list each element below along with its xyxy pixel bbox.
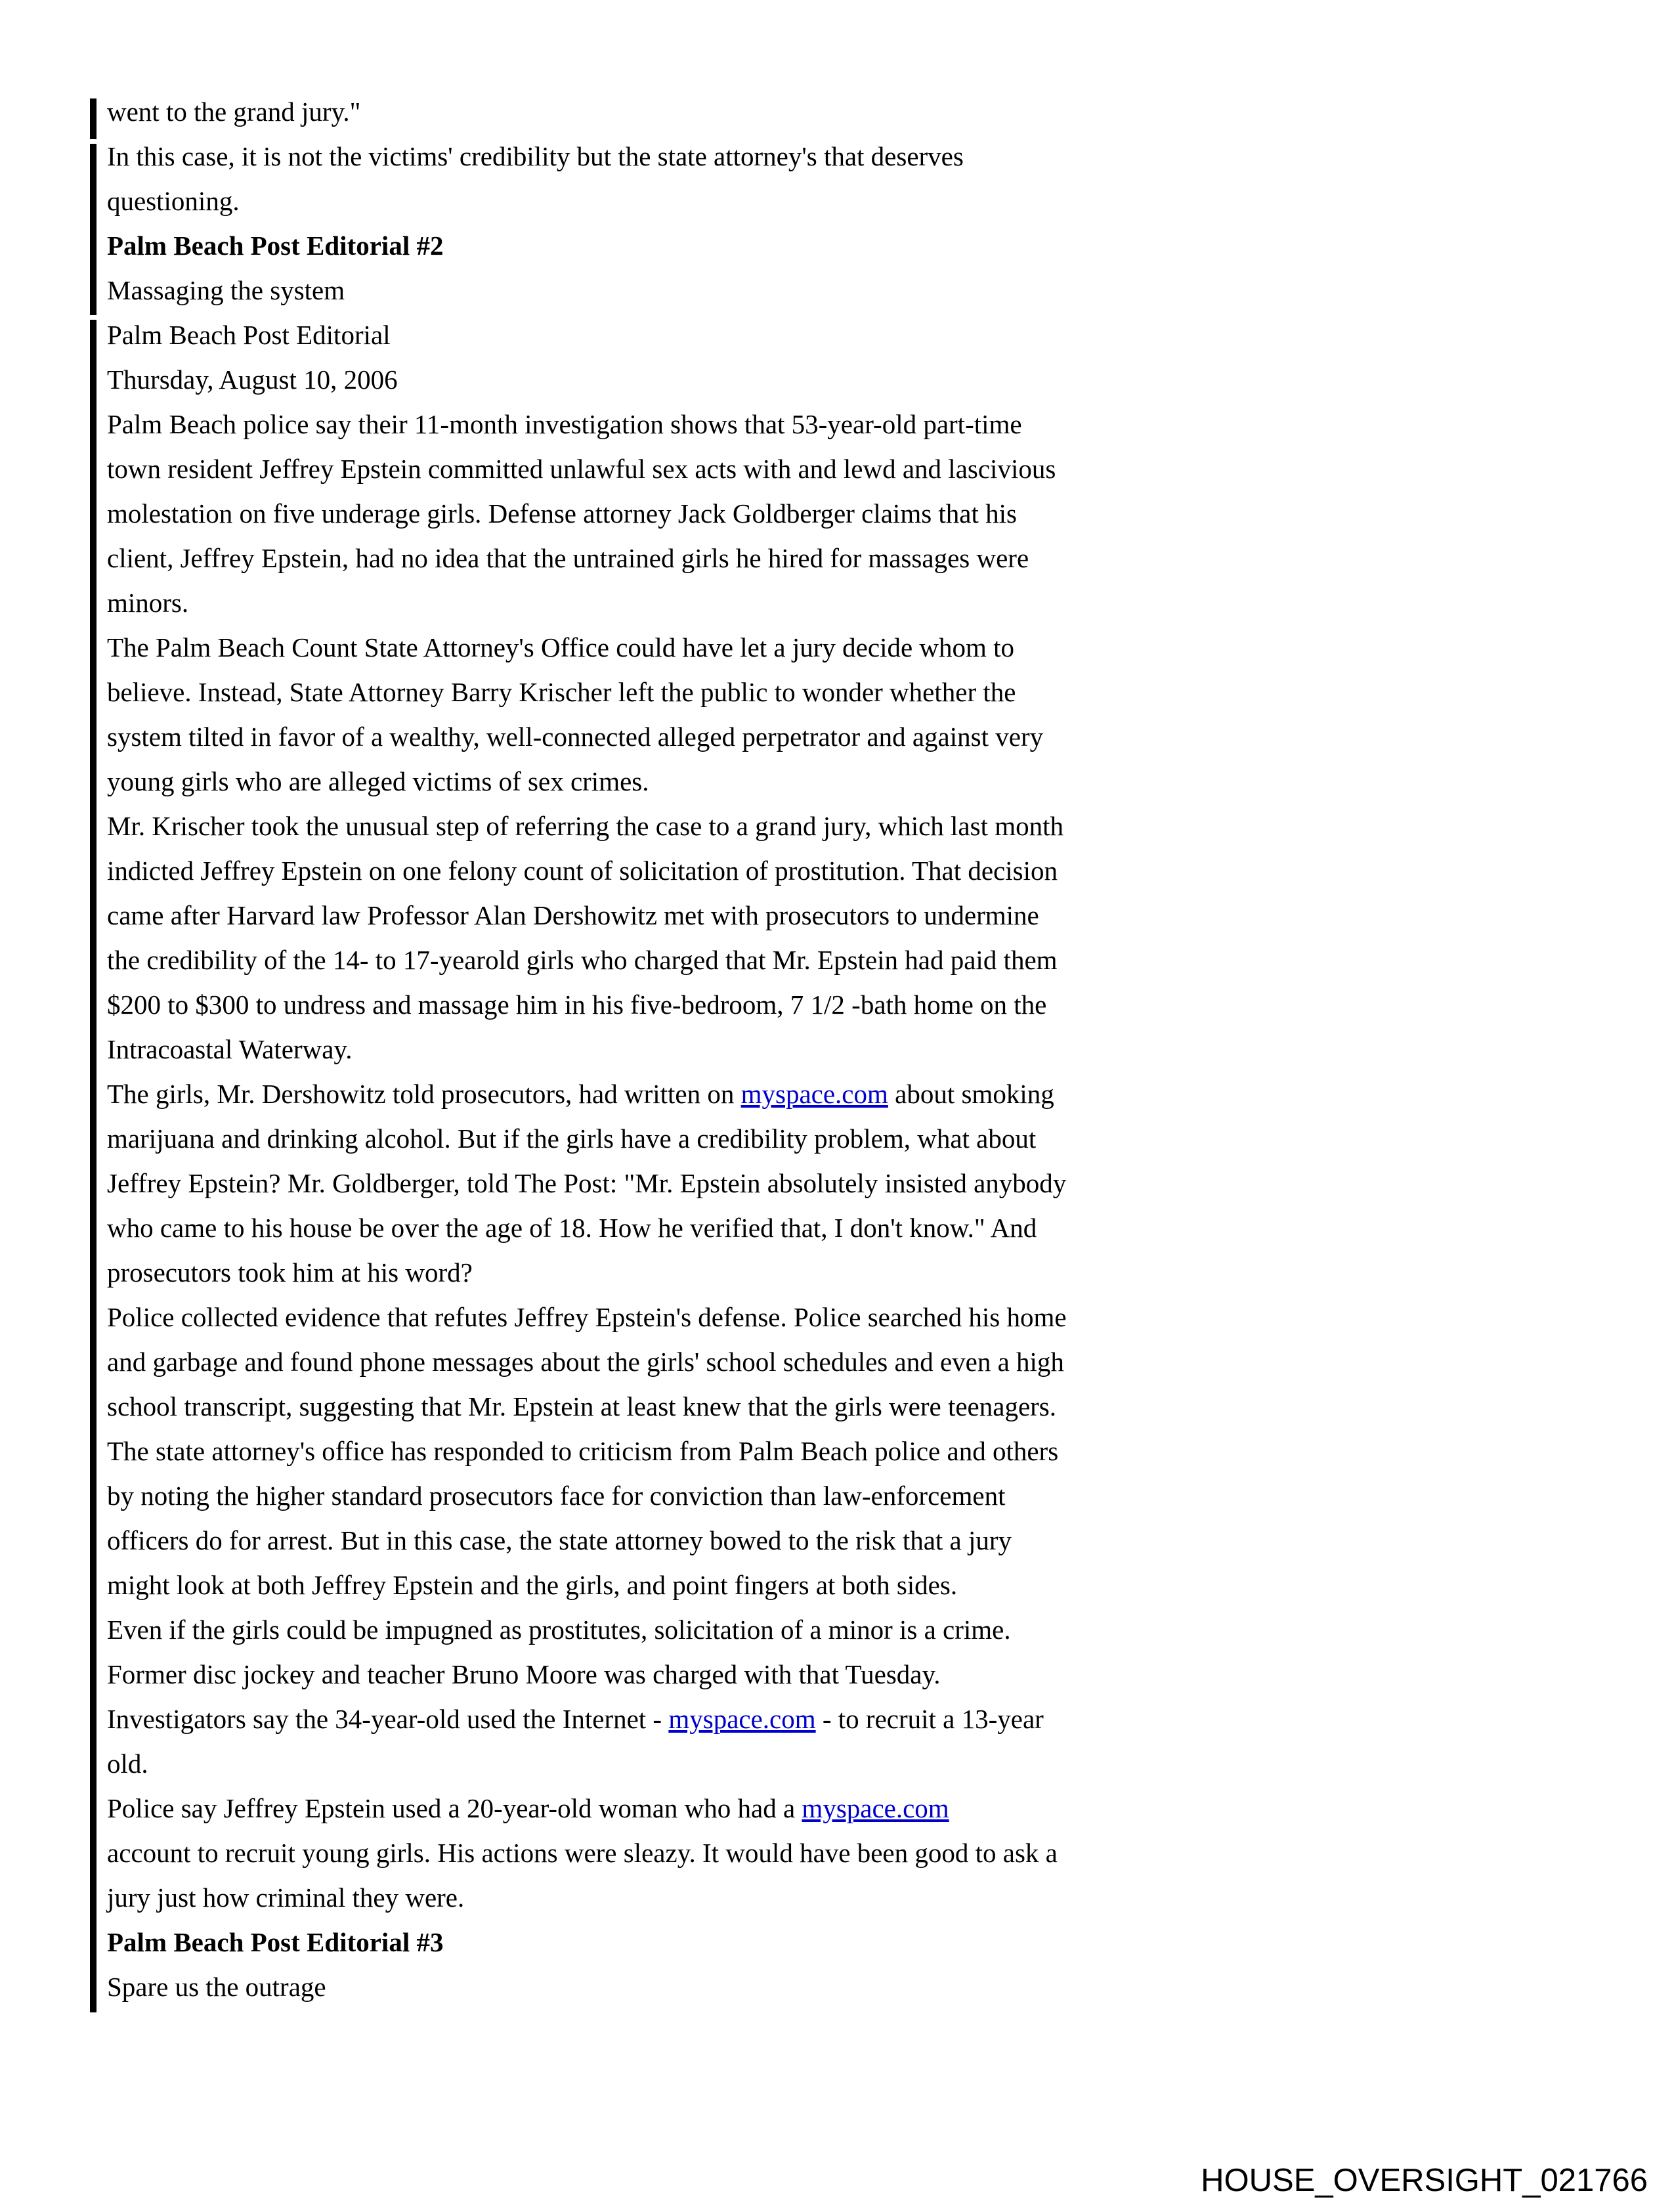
text-line	[107, 179, 1144, 223]
text-line	[107, 848, 1144, 893]
text-run: system tilted in favor of a wealthy, well-connected alleged perpetrator and against very	[107, 722, 1044, 752]
text-line	[107, 580, 1144, 625]
text-line	[107, 1473, 1144, 1518]
text-line	[107, 759, 1144, 804]
text-line	[107, 491, 1144, 536]
text-run: by noting the higher standard prosecutors face for conviction than law-enforcement	[107, 1481, 1006, 1511]
text-run: The Palm Beach Count State Attorney's Office could have let a jury decide whom to	[107, 632, 1015, 662]
text-run: Even if the girls could be impugned as prostitutes, solicitation of a minor is a crime.	[107, 1615, 1011, 1645]
text-run: school transcript, suggesting that Mr. Epstein at least knew that the girls were teenagers.	[107, 1391, 1057, 1421]
bates-stamp: HOUSE_OVERSIGHT_021766	[1201, 2163, 1648, 2198]
text-run: prosecutors took him at his word?	[107, 1257, 473, 1288]
text-run: officers do for arrest. But in this case, the state attorney bowed to the risk that a jury	[107, 1525, 1012, 1555]
text-line	[107, 402, 1144, 446]
text-line	[107, 1205, 1144, 1250]
text-line	[107, 1875, 1144, 1920]
text-run: the credibility of the 14- to 17-yearold girls who charged that Mr. Epstein had paid them	[107, 945, 1058, 975]
text-run: minors.	[107, 588, 189, 618]
text-run: Palm Beach Post Editorial #2	[107, 230, 444, 261]
text-run: - to recruit a 13-year	[815, 1704, 1044, 1734]
text-line	[107, 89, 1144, 134]
text-line	[107, 1429, 1144, 1473]
text-run: Palm Beach police say their 11-month investigation shows that 53-year-old part-time	[107, 409, 1022, 439]
text-line	[107, 1116, 1144, 1161]
text-run: Thursday, August 10, 2006	[107, 364, 398, 395]
text-run: questioning.	[107, 186, 240, 216]
text-run: Police collected evidence that refutes Jeffrey Epstein's defense. Police searched his home	[107, 1302, 1067, 1332]
text-run: account to recruit young girls. His actions were sleazy. It would have been good to ask a	[107, 1838, 1058, 1868]
text-line	[107, 268, 1144, 313]
text-line	[107, 1295, 1144, 1339]
text-run: Palm Beach Post Editorial	[107, 320, 391, 350]
text-line	[107, 446, 1144, 491]
text-run: $200 to $300 to undress and massage him in his five-bedroom, 7 1/2 -bath home on the	[107, 989, 1047, 1020]
text-run: Mr. Krischer took the unusual step of referring the case to a grand jury, which last month	[107, 811, 1064, 841]
document-text	[107, 89, 1144, 2009]
text-line	[107, 893, 1144, 938]
text-line	[107, 1697, 1144, 1741]
text-run: Former disc jockey and teacher Bruno Moore was charged with that Tuesday.	[107, 1659, 941, 1689]
text-run: molestation on five underage girls. Defense attorney Jack Goldberger claims that his	[107, 498, 1017, 529]
text-run: Massaging the system	[107, 275, 345, 305]
text-run: The girls, Mr. Dershowitz told prosecutors, had written on	[107, 1079, 741, 1109]
text-line	[107, 536, 1144, 580]
text-run: might look at both Jeffrey Epstein and the girls, and point fingers at both sides.	[107, 1570, 958, 1600]
text-line	[107, 1741, 1144, 1786]
text-run: jury just how criminal they were.	[107, 1882, 465, 1913]
text-line	[107, 1563, 1144, 1607]
text-run: indicted Jeffrey Epstein on one felony count of solicitation of prostitution. That decision	[107, 856, 1058, 886]
text-line	[107, 1250, 1144, 1295]
text-line	[107, 938, 1144, 982]
text-run: town resident Jeffrey Epstein committed unlawful sex acts with and lewd and lascivious	[107, 454, 1056, 484]
text-line	[107, 804, 1144, 848]
text-run: Police say Jeffrey Epstein used a 20-year-old woman who had a	[107, 1793, 802, 1823]
heading-line	[107, 1920, 1144, 1964]
text-run: marijuana and drinking alcohol. But if the girls have a credibility problem, what about	[107, 1123, 1037, 1154]
text-run: The state attorney's office has responded to criticism from Palm Beach police and others	[107, 1436, 1059, 1466]
text-run: Palm Beach Post Editorial #3	[107, 1927, 444, 1957]
text-run: Intracoastal Waterway.	[107, 1034, 353, 1064]
heading-line	[107, 223, 1144, 268]
text-line	[107, 1161, 1144, 1205]
text-run: In this case, it is not the victims' credibility but the state attorney's that deserves	[107, 141, 964, 171]
text-run: Spare us the outrage	[107, 1972, 326, 2002]
revision-bar-segment	[90, 144, 97, 315]
text-run: who came to his house be over the age of 18. How he verified that, I don't know." And	[107, 1213, 1037, 1243]
text-line	[107, 313, 1144, 357]
text-run: believe. Instead, State Attorney Barry Krischer left the public to wonder whether the	[107, 677, 1016, 707]
text-run: came after Harvard law Professor Alan Dershowitz met with prosecutors to undermine	[107, 900, 1039, 930]
myspace-link[interactable]: myspace.com	[802, 1793, 949, 1823]
text-line	[107, 625, 1144, 670]
text-line	[107, 357, 1144, 402]
text-line	[107, 670, 1144, 714]
text-line	[107, 1831, 1144, 1875]
text-run: went to the grand jury."	[107, 97, 361, 127]
myspace-link[interactable]: myspace.com	[668, 1704, 816, 1734]
text-line	[107, 1964, 1144, 2009]
text-run: client, Jeffrey Epstein, had no idea that the untrained girls he hired for massages were	[107, 543, 1029, 573]
text-run: Jeffrey Epstein? Mr. Goldberger, told The Post: "Mr. Epstein absolutely insisted anybody	[107, 1168, 1067, 1198]
text-line	[107, 1384, 1144, 1429]
text-line	[107, 982, 1144, 1027]
text-run: young girls who are alleged victims of sex crimes.	[107, 766, 649, 796]
text-line	[107, 1607, 1144, 1652]
revision-bar-segment	[90, 320, 97, 2012]
text-run: and garbage and found phone messages about the girls' school schedules and even a high	[107, 1347, 1064, 1377]
text-run: old.	[107, 1748, 148, 1779]
text-run: Investigators say the 34-year-old used the Internet -	[107, 1704, 669, 1734]
text-line	[107, 1339, 1144, 1384]
text-run: about smoking	[888, 1079, 1054, 1109]
text-line	[107, 1786, 1144, 1831]
text-line	[107, 1027, 1144, 1072]
text-line	[107, 1072, 1144, 1116]
text-line	[107, 1518, 1144, 1563]
text-line	[107, 714, 1144, 759]
text-line	[107, 134, 1144, 179]
myspace-link[interactable]: myspace.com	[740, 1079, 888, 1109]
text-line	[107, 1652, 1144, 1697]
revision-bar-segment	[90, 98, 97, 139]
